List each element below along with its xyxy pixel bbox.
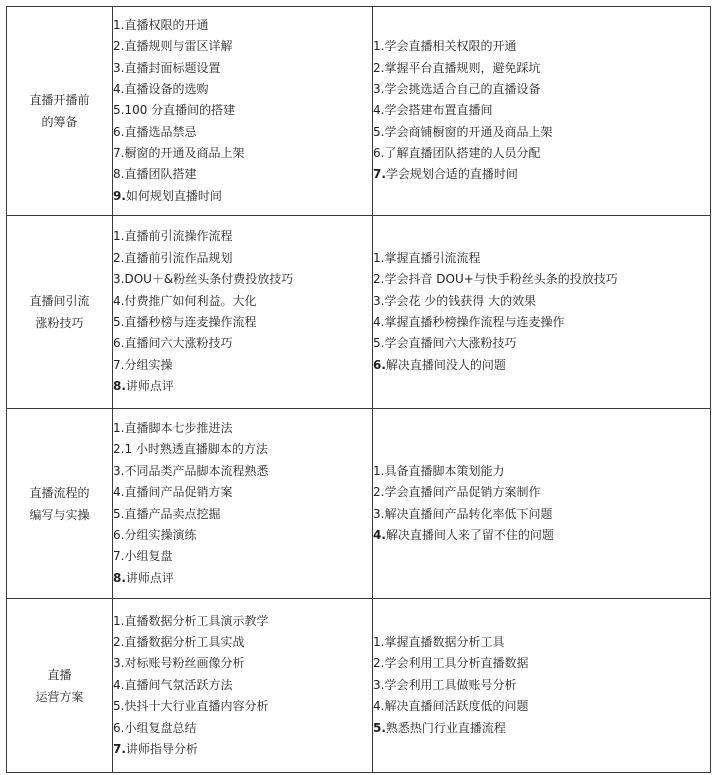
goal-item: 7.学会规划合适的直播时间 bbox=[373, 167, 518, 182]
goal-item: 3.学会挑选适合自己的直播设备 bbox=[373, 81, 541, 96]
list-item: 8.讲师点评 bbox=[113, 379, 174, 394]
list-item: 2.直播数据分析工具实战 bbox=[113, 635, 245, 650]
content-cell bbox=[113, 216, 373, 409]
goal-item: 1.掌握直播数据分析工具 bbox=[373, 635, 505, 650]
content-cell bbox=[113, 409, 373, 599]
goal-item: 2.掌握平台直播规则，避免踩坑 bbox=[373, 60, 541, 75]
goal-item: 1.学会直播相关权限的开通 bbox=[373, 39, 517, 54]
goal-item: 4.解决直播间人来了留不住的问题 bbox=[373, 527, 554, 542]
goal-item: 5.熟悉热门行业直播流程 bbox=[373, 720, 506, 735]
list-item: 5.快抖十大行业直播内容分析 bbox=[113, 699, 269, 714]
goal-item: 5.学会直播间六大涨粉技巧 bbox=[373, 336, 517, 351]
list-item: 6.直播选品禁忌 bbox=[113, 124, 197, 139]
list-item: 6.小组复盘总结 bbox=[113, 720, 197, 735]
topic-line: 运营方案 bbox=[35, 689, 84, 704]
list-item: 3.DOU＋&粉丝头条付费投放技巧 bbox=[113, 272, 294, 287]
table-row bbox=[7, 599, 711, 773]
topic-line: 直播流程的 bbox=[29, 485, 90, 500]
list-item: 4.直播间产品促销方案 bbox=[113, 485, 233, 500]
list-item: 4.直播间气氛活跃方法 bbox=[113, 677, 233, 692]
goal-item: 1.具备直播脚本策划能力 bbox=[373, 463, 505, 478]
list-item: 1.直播权限的开通 bbox=[113, 17, 209, 32]
topic-cell bbox=[7, 7, 113, 216]
goal-cell bbox=[373, 599, 711, 773]
table-row bbox=[7, 7, 711, 216]
goal-item: 4.学会搭建布置直播间 bbox=[373, 103, 493, 118]
topic-line: 直播开播前 bbox=[29, 93, 90, 107]
topic-line: 直播 bbox=[47, 667, 72, 682]
topic-line: 涨粉技巧 bbox=[35, 316, 84, 330]
goal-cell bbox=[373, 7, 711, 216]
list-item: 7.橱窗的开通及商品上架 bbox=[113, 146, 245, 161]
goal-item: 2.学会直播间产品促销方案制作 bbox=[373, 485, 541, 500]
goal-item: 4.掌握直播秒榜操作流程与连麦操作 bbox=[373, 315, 565, 329]
list-item: 9.如何规划直播时间 bbox=[113, 188, 222, 203]
list-item: 3.不同品类产品脚本流程熟悉 bbox=[113, 463, 269, 478]
topic-line: 直播间引流 bbox=[29, 294, 90, 308]
list-item: 4.付费推广如何利益。大化 bbox=[113, 293, 257, 308]
list-item: 7.分组实操 bbox=[113, 357, 173, 372]
list-item: 5.直播秒榜与连麦操作流程 bbox=[113, 315, 257, 329]
topic-cell bbox=[7, 216, 113, 409]
list-item: 1.直播数据分析工具演示教学 bbox=[113, 613, 269, 628]
list-item: 7.小组复盘 bbox=[113, 549, 173, 564]
goal-item: 6.了解直播团队搭建的人员分配 bbox=[373, 146, 541, 161]
goal-item: 3.学会利用工具做账号分析 bbox=[373, 677, 517, 692]
list-item: 2.直播前引流作品规划 bbox=[113, 250, 233, 265]
list-item: 1.直播前引流操作流程 bbox=[113, 229, 233, 244]
topic-cell bbox=[7, 409, 113, 599]
content-cell bbox=[113, 599, 373, 773]
goal-item: 4.解决直播间活跃度低的问题 bbox=[373, 699, 529, 714]
list-item: 1.直播脚本七步推进法 bbox=[113, 420, 233, 435]
goal-item: 2.学会抖音 DOU+与快手粉丝头条的投放技巧 bbox=[373, 272, 618, 287]
table-row bbox=[7, 216, 711, 409]
goal-cell bbox=[373, 409, 711, 599]
list-item: 4.直播设备的选购 bbox=[113, 81, 209, 96]
goal-item: 5.学会商铺橱窗的开通及商品上架 bbox=[373, 124, 553, 139]
goal-item: 3.学会花 少的钱获得 大的效果 bbox=[373, 293, 537, 308]
list-item: 6.分组实操演练 bbox=[113, 527, 197, 542]
list-item: 8.直播团队搭建 bbox=[113, 167, 197, 182]
content-cell bbox=[113, 7, 373, 216]
list-item: 5.直播产品卖点挖掘 bbox=[113, 506, 221, 521]
list-item: 8.讲师点评 bbox=[113, 570, 174, 585]
goal-item: 6.解决直播间没人的问题 bbox=[373, 357, 506, 372]
goal-item: 3.解决直播间产品转化率低下问题 bbox=[373, 506, 553, 521]
list-item: 2.1 小时熟透直播脚本的方法 bbox=[113, 442, 268, 457]
goal-item: 2.学会利用工具分析直播数据 bbox=[373, 656, 529, 671]
list-item: 7.讲师指导分析 bbox=[113, 741, 198, 756]
list-item: 3.对标账号粉丝画像分析 bbox=[113, 656, 245, 671]
goal-cell bbox=[373, 216, 711, 409]
list-item: 3.直播封面标题设置 bbox=[113, 60, 221, 75]
list-item: 2.直播规则与雷区详解 bbox=[113, 39, 233, 54]
topic-line: 编写与实操 bbox=[29, 507, 90, 522]
table-row bbox=[7, 409, 711, 599]
course-table bbox=[6, 6, 711, 773]
list-item: 5.100 分直播间的搭建 bbox=[113, 103, 236, 118]
topic-cell bbox=[7, 599, 113, 773]
list-item: 6.直播间六大涨粉技巧 bbox=[113, 336, 233, 351]
topic-line: 的筹备 bbox=[41, 115, 78, 129]
goal-item: 1.掌握直播引流流程 bbox=[373, 250, 481, 265]
